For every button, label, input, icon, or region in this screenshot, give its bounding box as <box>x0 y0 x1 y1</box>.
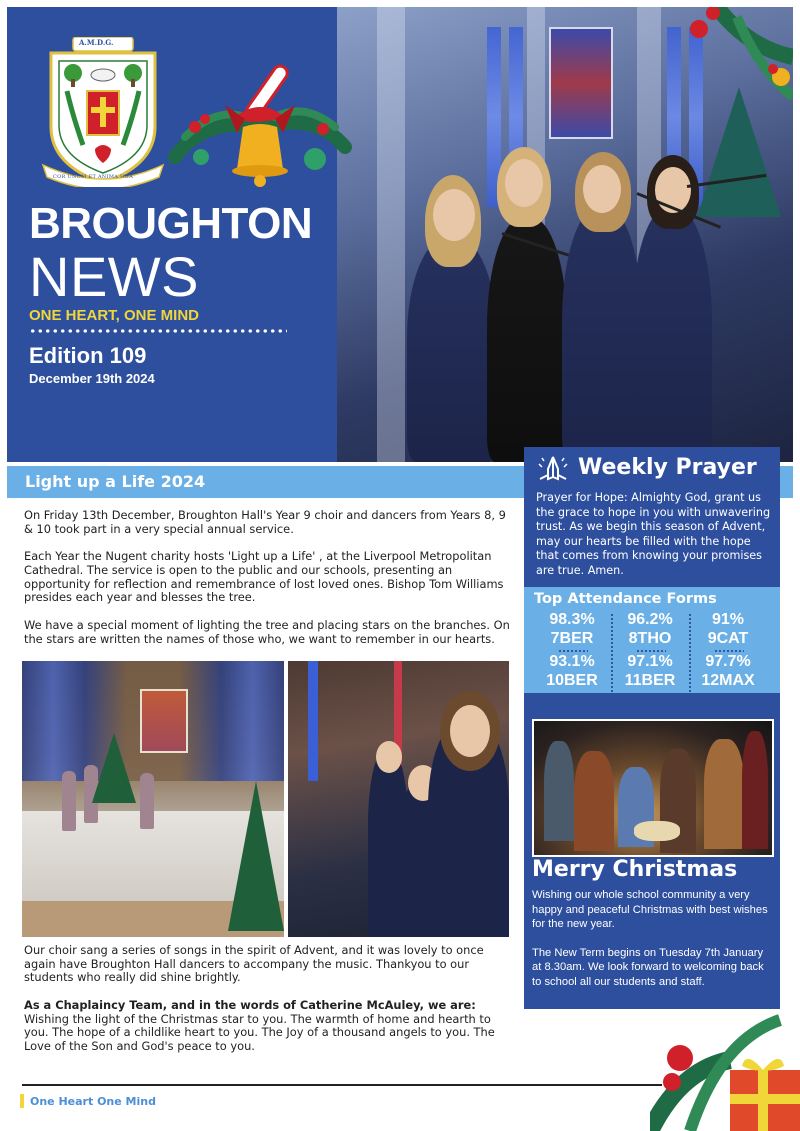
attendance-panel <box>524 587 780 693</box>
dotted-divider <box>689 613 691 653</box>
closing-text: Wishing the light of the Christmas star to you. The warmth of home and hearth to you. The hope of a childlike heart to you. The Joy of a thousand angels to you. The Love of the Son and God's peace to you. <box>24 1011 495 1054</box>
prayer-text: Prayer for Hope: Almighty God, grant us the grace to hope in you with unwavering trust. As we begin this season of Advent, may our hearts be filled with the hope that comes from knowing your promises are true. Amen. <box>536 491 771 577</box>
attendance-percent: 97.1% <box>627 653 673 670</box>
prayer-heading <box>536 453 776 487</box>
attendance-item <box>688 611 768 648</box>
dancers-photo <box>22 661 284 937</box>
crest-motto-bottom: COR UNUM ET ANIMA UNA <box>53 174 134 180</box>
christmas-bell-icon <box>165 57 355 197</box>
merry-christmas-panel <box>524 693 780 1009</box>
article-paragraph: We have a special moment of lighting the tree and placing stars on the branches. On the stars are written the names of those who, we want to remember in our hearts. <box>24 618 510 646</box>
footer-accent <box>20 1094 24 1108</box>
tagline: ONE HEART, ONE MIND <box>29 307 200 324</box>
praying-hands-icon <box>536 455 570 487</box>
attendance-percent: 93.1% <box>549 653 595 670</box>
dotted-divider <box>611 653 613 693</box>
closing-heading: As a Chaplaincy Team, and in the words of Catherine McAuley, we are: <box>24 998 476 1013</box>
article-paragraph: On Friday 13th December, Broughton Hall's Year 9 choir and dancers from Years 8, 9 & 10 took part in a very special annual service. <box>24 508 506 536</box>
attendance-item <box>610 653 690 690</box>
weekly-prayer-panel <box>524 447 780 587</box>
nativity-scene-photo <box>532 719 774 857</box>
choir-singers-photo <box>288 661 509 937</box>
dotted-divider <box>558 650 588 652</box>
attendance-form: 8THO <box>628 629 672 647</box>
footer-tagline: One Heart One Mind <box>30 1095 156 1108</box>
article-paragraph: Each Year the Nugent charity hosts 'Light up a Life' , at the Liverpool Metropolitan Cathedral. The service is open to the public and our schools, presenting an opportunity for reflection and remembrance of lost loved ones. Bishop Tom Williams presides each year and blesses the tree. <box>24 549 504 605</box>
masthead <box>7 7 793 462</box>
attendance-percent: 96.2% <box>627 611 673 628</box>
article-title: Light up a Life 2024 <box>25 472 206 491</box>
attendance-item <box>532 611 612 648</box>
attendance-form: 12MAX <box>701 671 755 689</box>
sidebar <box>524 447 780 1009</box>
newsletter-title-line1: BROUGHTON <box>29 199 313 248</box>
attendance-percent: 98.3% <box>549 611 595 628</box>
article-photos <box>22 661 509 937</box>
attendance-percent: 91% <box>711 611 745 628</box>
article-paragraph: Our choir sang a series of songs in the spirit of Advent, and it was lovely to once again have Broughton Hall dancers to accompany the music. Thankyou to our students who really did shine brightly. <box>24 943 484 985</box>
dotted-divider <box>636 650 666 652</box>
attendance-item <box>688 653 768 690</box>
christmas-paragraph: The New Term begins on Tuesday 7th January at 8.30am. We look forward to welcoming back to school all our students and staff. <box>532 946 764 988</box>
edition-number: Edition 109 <box>29 343 147 368</box>
attendance-form: 7BER <box>550 629 594 647</box>
prayer-title: Weekly Prayer <box>578 455 757 480</box>
christmas-paragraph: Wishing our whole school community a very happy and peaceful Christmas with best wishes for the new year. <box>532 889 768 931</box>
attendance-percent: 97.7% <box>705 653 751 670</box>
dotted-divider <box>611 613 613 653</box>
closing-blessing <box>24 999 510 1054</box>
dotted-divider <box>714 650 744 652</box>
attendance-form: 10BER <box>546 671 598 689</box>
attendance-form: 11BER <box>624 671 676 689</box>
article-lower-body <box>24 944 510 1068</box>
footer-divider <box>22 1084 662 1086</box>
article-body <box>24 509 510 661</box>
crest-motto-top: A.M.D.G. <box>79 38 114 47</box>
attendance-item <box>610 611 690 648</box>
attendance-item <box>532 653 612 690</box>
gift-decoration-icon <box>650 1010 800 1131</box>
christmas-text <box>532 888 768 1003</box>
edition-date: December 19th 2024 <box>29 371 155 386</box>
dotted-divider <box>689 653 691 693</box>
dotted-divider <box>29 329 287 333</box>
attendance-form: 9CAT <box>707 629 749 647</box>
holly-decoration-icon <box>677 7 793 117</box>
attendance-title: Top Attendance Forms <box>534 591 717 607</box>
school-crest-icon <box>37 37 169 187</box>
newsletter-title-line2: NEWS <box>29 245 199 308</box>
christmas-title: Merry Christmas <box>532 857 738 882</box>
